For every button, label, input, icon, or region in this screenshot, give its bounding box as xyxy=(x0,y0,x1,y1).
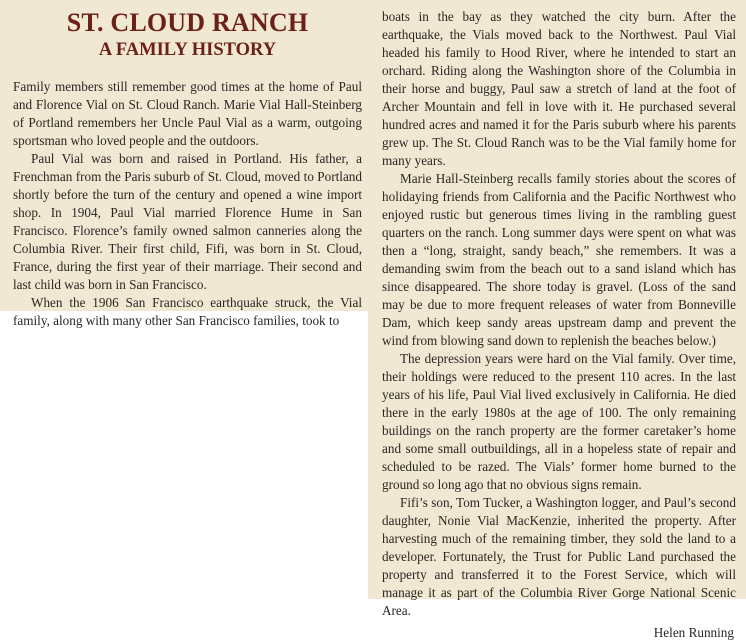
article-left-column xyxy=(0,0,368,328)
paragraph-family-origins: Paul Vial was born and raised in Portland. His father, a Frenchman from the Paris suburb of St. Cloud, moved to Portland shortly before the turn of the century and opened a wine import shop. In 1904, Paul Vial married Florence Hume in San Francisco. Florence’s family owned salmon canneries along the Columbia River. Their first child, Fifi, was born in St. Cloud, France, during the first year of their marriage. Their second and last child was born in San Francisco. xyxy=(13,151,362,292)
article-title: ST. CLOUD RANCH xyxy=(66,8,309,37)
author-signature: Helen Running xyxy=(653,625,734,640)
paragraph-beach-memories: Marie Hall-Steinberg recalls family stories about the scores of holidaying friends from California and the Pacific Northwest who enjoyed rustic but generous times living in the rambling guest quarters on the ranch. Long summer days were spent on what was then a “long, straight, sandy beach,” she remembers. It was a demanding swim from the beach out to a sand island which has since disappeared. The shore today is gravel. (Loss of the sand may be due to more frequent releases of water from Bonneville Dam, which keep sandy areas upstream damp and prevent the wind from blowing sand down to replenish the beaches below.) xyxy=(382,171,736,348)
paragraph-depression-years: The depression years were hard on the Vial family. Over time, their holdings were reduced to the present 110 acres. In the last years of his life, Paul Vial lived exclusively in California. He died there in the early 1980s at the age of 100. The only remaining buildings on the ranch property are the former caretaker’s home and some small outbuildings, all in a hopeless state of repair and scheduled to be razed. The Vials’ former home burned to the ground so long ago that no obvious signs remain. xyxy=(382,351,736,492)
paragraph-intro: Family members still remember good times at the home of Paul and Florence Vial on St. Cloud Ranch. Marie Vial Hall-Steinberg of Portland remembers her Uncle Paul Vial as a warm, outgoing sportsman who loved people and the outdoors. xyxy=(13,79,362,148)
paragraph-earthquake: When the 1906 San Francisco earthquake struck, the Vial family, along with many other San Francisco families, took to xyxy=(13,295,362,328)
paragraph-property-fate: Fifi’s son, Tom Tucker, a Washington logger, and Paul’s second daughter, Nonie Vial MacKenzie, inherited the property. After harvesting much of the remaining timber, they sold the land to a developer. Fortunately, the Trust for Public Land purchased the property and transferred it to the Forest Service, which will manage it as part of the Columbia River Gorge National Scenic Area. xyxy=(382,495,736,618)
article-right-column xyxy=(368,0,746,640)
article-subtitle: A FAMILY HISTORY xyxy=(98,40,277,60)
paragraph-earthquake-continued: boats in the bay as they watched the city burn. After the earthquake, the Vials moved back to the Northwest. Paul Vial headed his family to Hood River, where he intended to start an orchard. Riding along the Washington shore of the Columbia in their horse and buggy, Paul saw a stretch of land at the foot of Archer Mountain and fell in love with it. He purchased several hundred acres and named it for the Paris suburb where his parents grew up. The St. Cloud Ranch was to be the Vial family home for many years. xyxy=(382,9,736,168)
